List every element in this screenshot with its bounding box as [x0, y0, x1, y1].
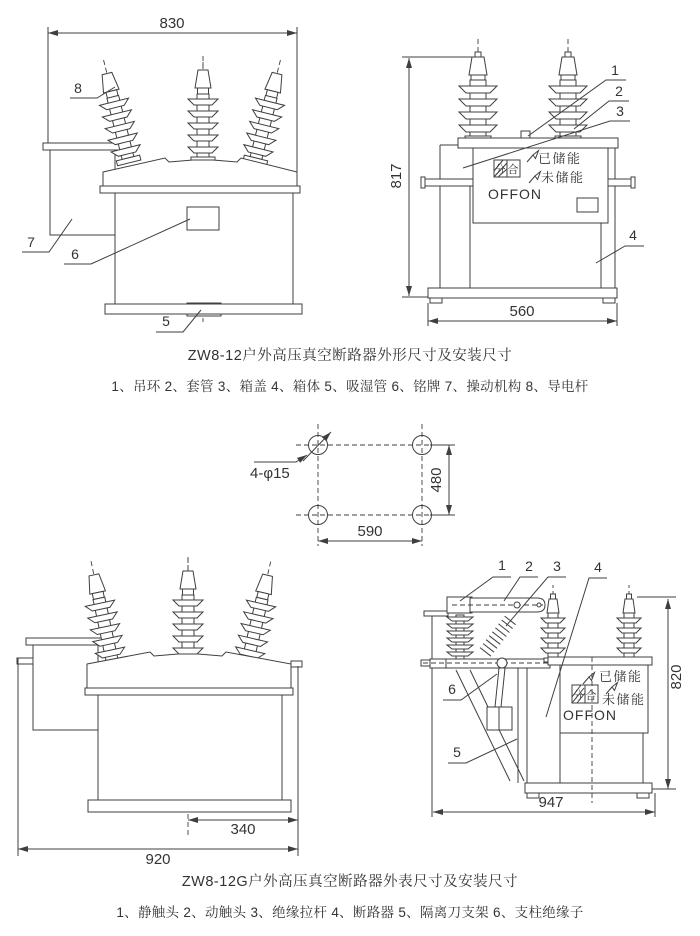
- svg-text:6: 6: [448, 681, 456, 697]
- zw8-side-view-drawing: [22, 15, 302, 332]
- dim-920-label: 920: [145, 851, 171, 868]
- zw8g-assembly-drawing: [421, 557, 685, 817]
- figure2-caption: ZW8-12G户外高压真空断路器外表尺寸及安装尺寸: [181, 874, 519, 890]
- offon-label: OFFON: [488, 186, 542, 202]
- callout-4: [596, 227, 644, 263]
- charged-label: 已储能: [599, 669, 643, 684]
- svg-text:3: 3: [616, 103, 624, 119]
- svg-text:4: 4: [594, 559, 602, 575]
- svg-text:7: 7: [27, 234, 35, 250]
- lifting-eye: [521, 131, 530, 138]
- offon-label: OFFON: [563, 707, 617, 723]
- svg-text:2: 2: [525, 558, 533, 574]
- svg-text:1: 1: [498, 557, 506, 573]
- hole-spec-callout: [250, 455, 307, 482]
- callout-5: [448, 739, 517, 763]
- svg-text:4: 4: [629, 227, 637, 243]
- dim-817-label: 817: [388, 163, 405, 189]
- dimension-947: [433, 793, 655, 817]
- dimension-560: [428, 303, 617, 326]
- dim-590-label: 590: [357, 523, 383, 540]
- open-label: 分: [494, 164, 506, 176]
- mounting-hole-pattern-drawing: [250, 424, 455, 546]
- dim-340-label: 340: [230, 821, 256, 838]
- breaker-box: [100, 158, 302, 316]
- dim-830-label: 830: [159, 15, 185, 32]
- figure1-legend: 1、吊环 2、套管 3、箱盖 4、箱体 5、吸湿管 6、铭牌 7、操动机构 8、导电杆: [111, 379, 589, 394]
- close-label: 合: [585, 690, 597, 702]
- callout-6: [443, 674, 497, 700]
- charged-label: 已储能: [538, 151, 582, 166]
- figure2-legend: 1、静触头 2、动触头 3、绝缘拉杆 4、断路器 5、隔离刀支架 6、支柱绝缘子: [116, 905, 584, 920]
- dimension-817: [388, 57, 475, 297]
- dimension-590: [318, 523, 422, 541]
- figure1-caption: ZW8-12户外高压真空断路器外形尺寸及安装尺寸: [187, 348, 513, 364]
- control-panel: [473, 148, 608, 223]
- open-label: 分: [572, 690, 584, 702]
- box-cover: [458, 138, 618, 148]
- disconnector-beam: [421, 658, 553, 668]
- svg-text:5: 5: [453, 744, 461, 760]
- dim-560-label: 560: [509, 303, 535, 320]
- svg-text:6: 6: [71, 246, 79, 262]
- nameplate: [187, 207, 219, 230]
- control-panel: [560, 665, 648, 733]
- callout-1: [460, 557, 511, 601]
- uncharged-label: 未储能: [602, 692, 646, 707]
- svg-text:2: 2: [615, 83, 623, 99]
- dim-480-label: 480: [428, 467, 445, 493]
- uncharged-label: 未储能: [541, 170, 585, 185]
- dim-820-label: 820: [668, 664, 685, 690]
- svg-text:5: 5: [162, 313, 170, 329]
- hole-spec-label: 4-φ15: [250, 465, 290, 482]
- zw8-front-view-drawing: [388, 38, 644, 326]
- zw8g-side-view-drawing: [17, 555, 302, 868]
- svg-text:1: 1: [611, 62, 619, 78]
- insulated-pull-rod: [480, 616, 516, 656]
- dimension-480: [428, 445, 455, 515]
- close-label: 合: [507, 164, 519, 176]
- dim-947-label: 947: [538, 794, 564, 811]
- svg-text:3: 3: [553, 558, 561, 574]
- breaker-box: [17, 652, 302, 812]
- disconnector-support-frame: [456, 668, 527, 783]
- svg-text:8: 8: [74, 80, 82, 96]
